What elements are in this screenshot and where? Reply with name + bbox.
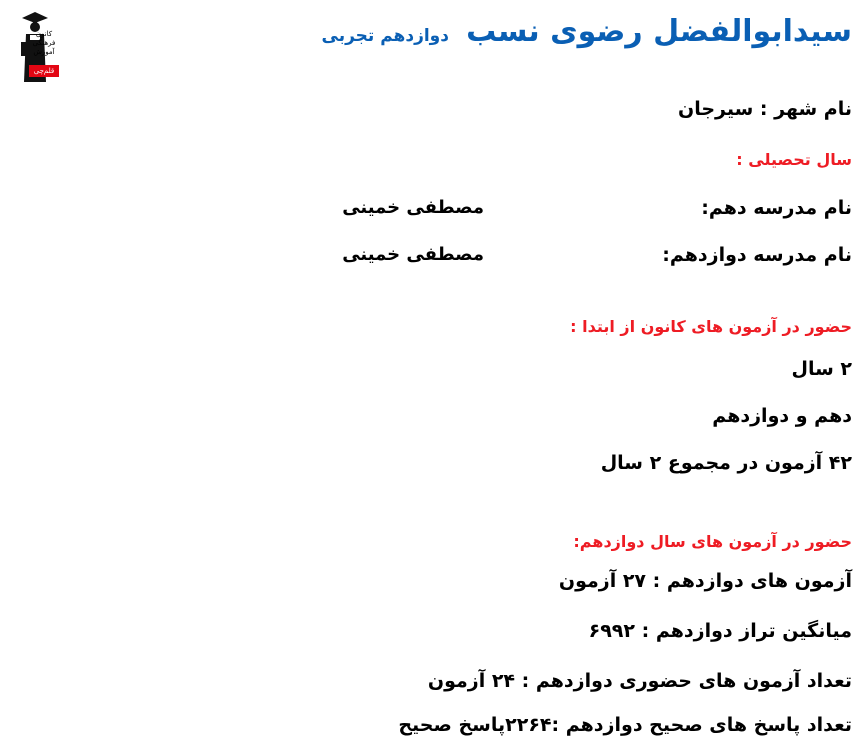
page-header xyxy=(322,14,852,49)
logo-text xyxy=(27,30,61,57)
attendance-years: ۲ سال xyxy=(791,358,852,380)
student-name: سیدابوالفضل رضوی نسب xyxy=(466,14,852,49)
twelfth-correct-answers: تعداد پاسخ های صحیح دوازدهم :۲۲۶۴پاسخ صحیح xyxy=(398,714,852,736)
attendance-total: ۴۲ آزمون در مجموع ۲ سال xyxy=(600,452,852,474)
city-line: نام شهر : سیرجان xyxy=(678,98,852,120)
school-12-value: مصطفی خمینی xyxy=(342,244,484,265)
twelfth-in-person: تعداد آزمون های حضوری دوازدهم : ۲۴ آزمون xyxy=(427,670,852,692)
twelfth-exams: آزمون های دوازدهم : ۲۷ آزمون xyxy=(558,570,852,592)
student-grade: دوازدهم تجربی xyxy=(321,26,449,46)
attendance-heading: حضور در آزمون های کانون از ابتدا : xyxy=(570,317,852,336)
school-10-value: مصطفی خمینی xyxy=(342,197,484,218)
school-10-label: نام مدرسه دهم: xyxy=(701,197,852,219)
logo-text-line: آموزش xyxy=(33,48,55,56)
twelfth-heading: حضور در آزمون های سال دوازدهم: xyxy=(573,532,852,551)
logo-text-line: فرهنگی xyxy=(32,39,56,47)
attendance-grades: دهم و دوازدهم xyxy=(712,405,852,427)
logo-text-line: کانون xyxy=(35,30,53,38)
logo-badge: قلم‌چی xyxy=(29,65,59,77)
school-year-label: سال تحصیلی : xyxy=(736,150,852,169)
school-12-label: نام مدرسه دوازدهم: xyxy=(662,244,852,266)
twelfth-average-score: میانگین تراز دوازدهم : ۶۹۹۲ xyxy=(588,620,852,642)
